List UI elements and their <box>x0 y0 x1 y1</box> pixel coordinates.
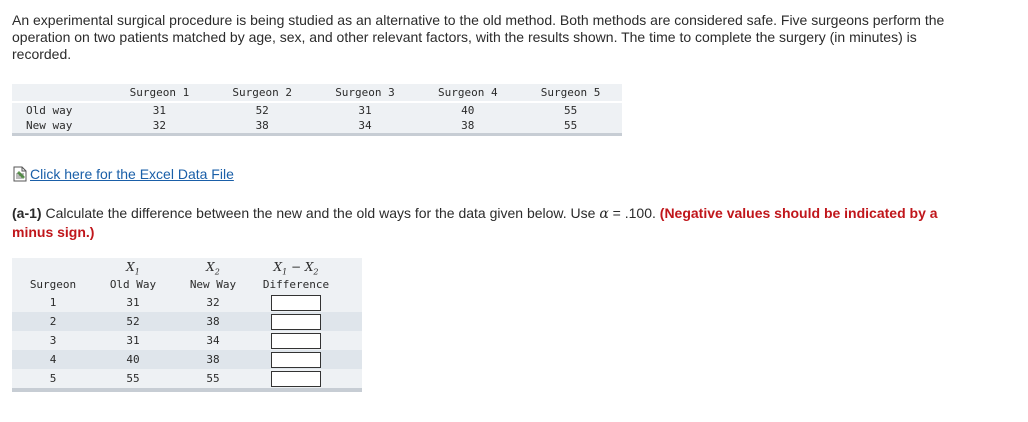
table-row <box>12 369 362 388</box>
new-way-value: 38 <box>172 312 254 331</box>
table-row <box>12 331 362 350</box>
table-cell: 32 <box>108 118 211 133</box>
file-icon <box>12 166 28 182</box>
new-way-value: 32 <box>172 293 254 312</box>
table-cell: 34 <box>314 118 417 133</box>
col-header-old-way: Old Way <box>94 276 172 293</box>
surgeon-number: 2 <box>12 312 94 331</box>
col-header-difference: Difference <box>254 276 338 293</box>
difference-input-4[interactable] <box>271 352 321 368</box>
table-row <box>12 118 622 133</box>
alpha-value: = .100. <box>608 205 660 221</box>
negative-values-note: (Negative values should be indicated by a minus sign.) <box>12 205 938 240</box>
difference-input-2[interactable] <box>271 314 321 330</box>
table-cell: 31 <box>108 102 211 118</box>
surgeon-number: 5 <box>12 369 94 388</box>
surgeon-number: 1 <box>12 293 94 312</box>
table-cell: 31 <box>314 102 417 118</box>
old-way-value: 31 <box>94 331 172 350</box>
col-header-surgeon: Surgeon <box>12 276 94 293</box>
x1-header: $X_1$ <box>94 258 172 276</box>
difference-input-3[interactable] <box>271 333 321 349</box>
table-cell: 55 <box>519 118 622 133</box>
col-header-surgeon-4: Surgeon 4 <box>416 84 519 102</box>
question-text: Calculate the difference between the new and the old ways for the data given below. Use <box>41 205 600 221</box>
old-way-value: 55 <box>94 369 172 388</box>
surgery-times-table <box>12 84 622 136</box>
old-way-value: 31 <box>94 293 172 312</box>
table-cell: 38 <box>416 118 519 133</box>
surgeon-number: 3 <box>12 331 94 350</box>
row-label-old-way: Old way <box>12 102 108 118</box>
table-row <box>12 102 622 118</box>
excel-data-link[interactable] <box>12 166 234 182</box>
table-row <box>12 293 362 312</box>
table-cell: 38 <box>211 118 314 133</box>
table-row <box>12 350 362 369</box>
table-cell: 52 <box>211 102 314 118</box>
surgeon-number: 4 <box>12 350 94 369</box>
x2-header: $X_2$ <box>172 258 254 276</box>
table-divider <box>12 133 622 136</box>
blank-header <box>12 258 94 276</box>
old-way-value: 40 <box>94 350 172 369</box>
problem-intro: An experimental surgical procedure is being studied as an alternative to the old method. Both methods are considered safe. Five surgeons perform the operation on two patients matched by age, sex, and other relevant factors, with the results shown. The time to complete the surgery (in minutes) is recorded. <box>12 12 945 62</box>
alpha-symbol: α <box>599 206 609 222</box>
col-header-surgeon-3: Surgeon 3 <box>314 84 417 102</box>
table-cell: 55 <box>519 102 622 118</box>
corner-cell <box>12 84 108 102</box>
excel-link-text[interactable]: Click here for the Excel Data File <box>30 166 234 182</box>
difference-input-5[interactable] <box>271 371 321 387</box>
difference-table <box>12 258 362 392</box>
col-header-surgeon-1: Surgeon 1 <box>108 84 211 102</box>
col-header-new-way: New Way <box>172 276 254 293</box>
new-way-value: 55 <box>172 369 254 388</box>
question-a1 <box>12 204 962 241</box>
table-cell: 40 <box>416 102 519 118</box>
difference-input-1[interactable] <box>271 295 321 311</box>
question-label: (a-1) <box>12 205 42 221</box>
row-label-new-way: New way <box>12 118 108 133</box>
new-way-value: 34 <box>172 331 254 350</box>
table-divider <box>12 388 362 392</box>
table-row <box>12 312 362 331</box>
old-way-value: 52 <box>94 312 172 331</box>
col-header-surgeon-5: Surgeon 5 <box>519 84 622 102</box>
new-way-value: 38 <box>172 350 254 369</box>
diff-formula-header: $X_1 - X_2$ <box>254 258 338 276</box>
col-header-surgeon-2: Surgeon 2 <box>211 84 314 102</box>
